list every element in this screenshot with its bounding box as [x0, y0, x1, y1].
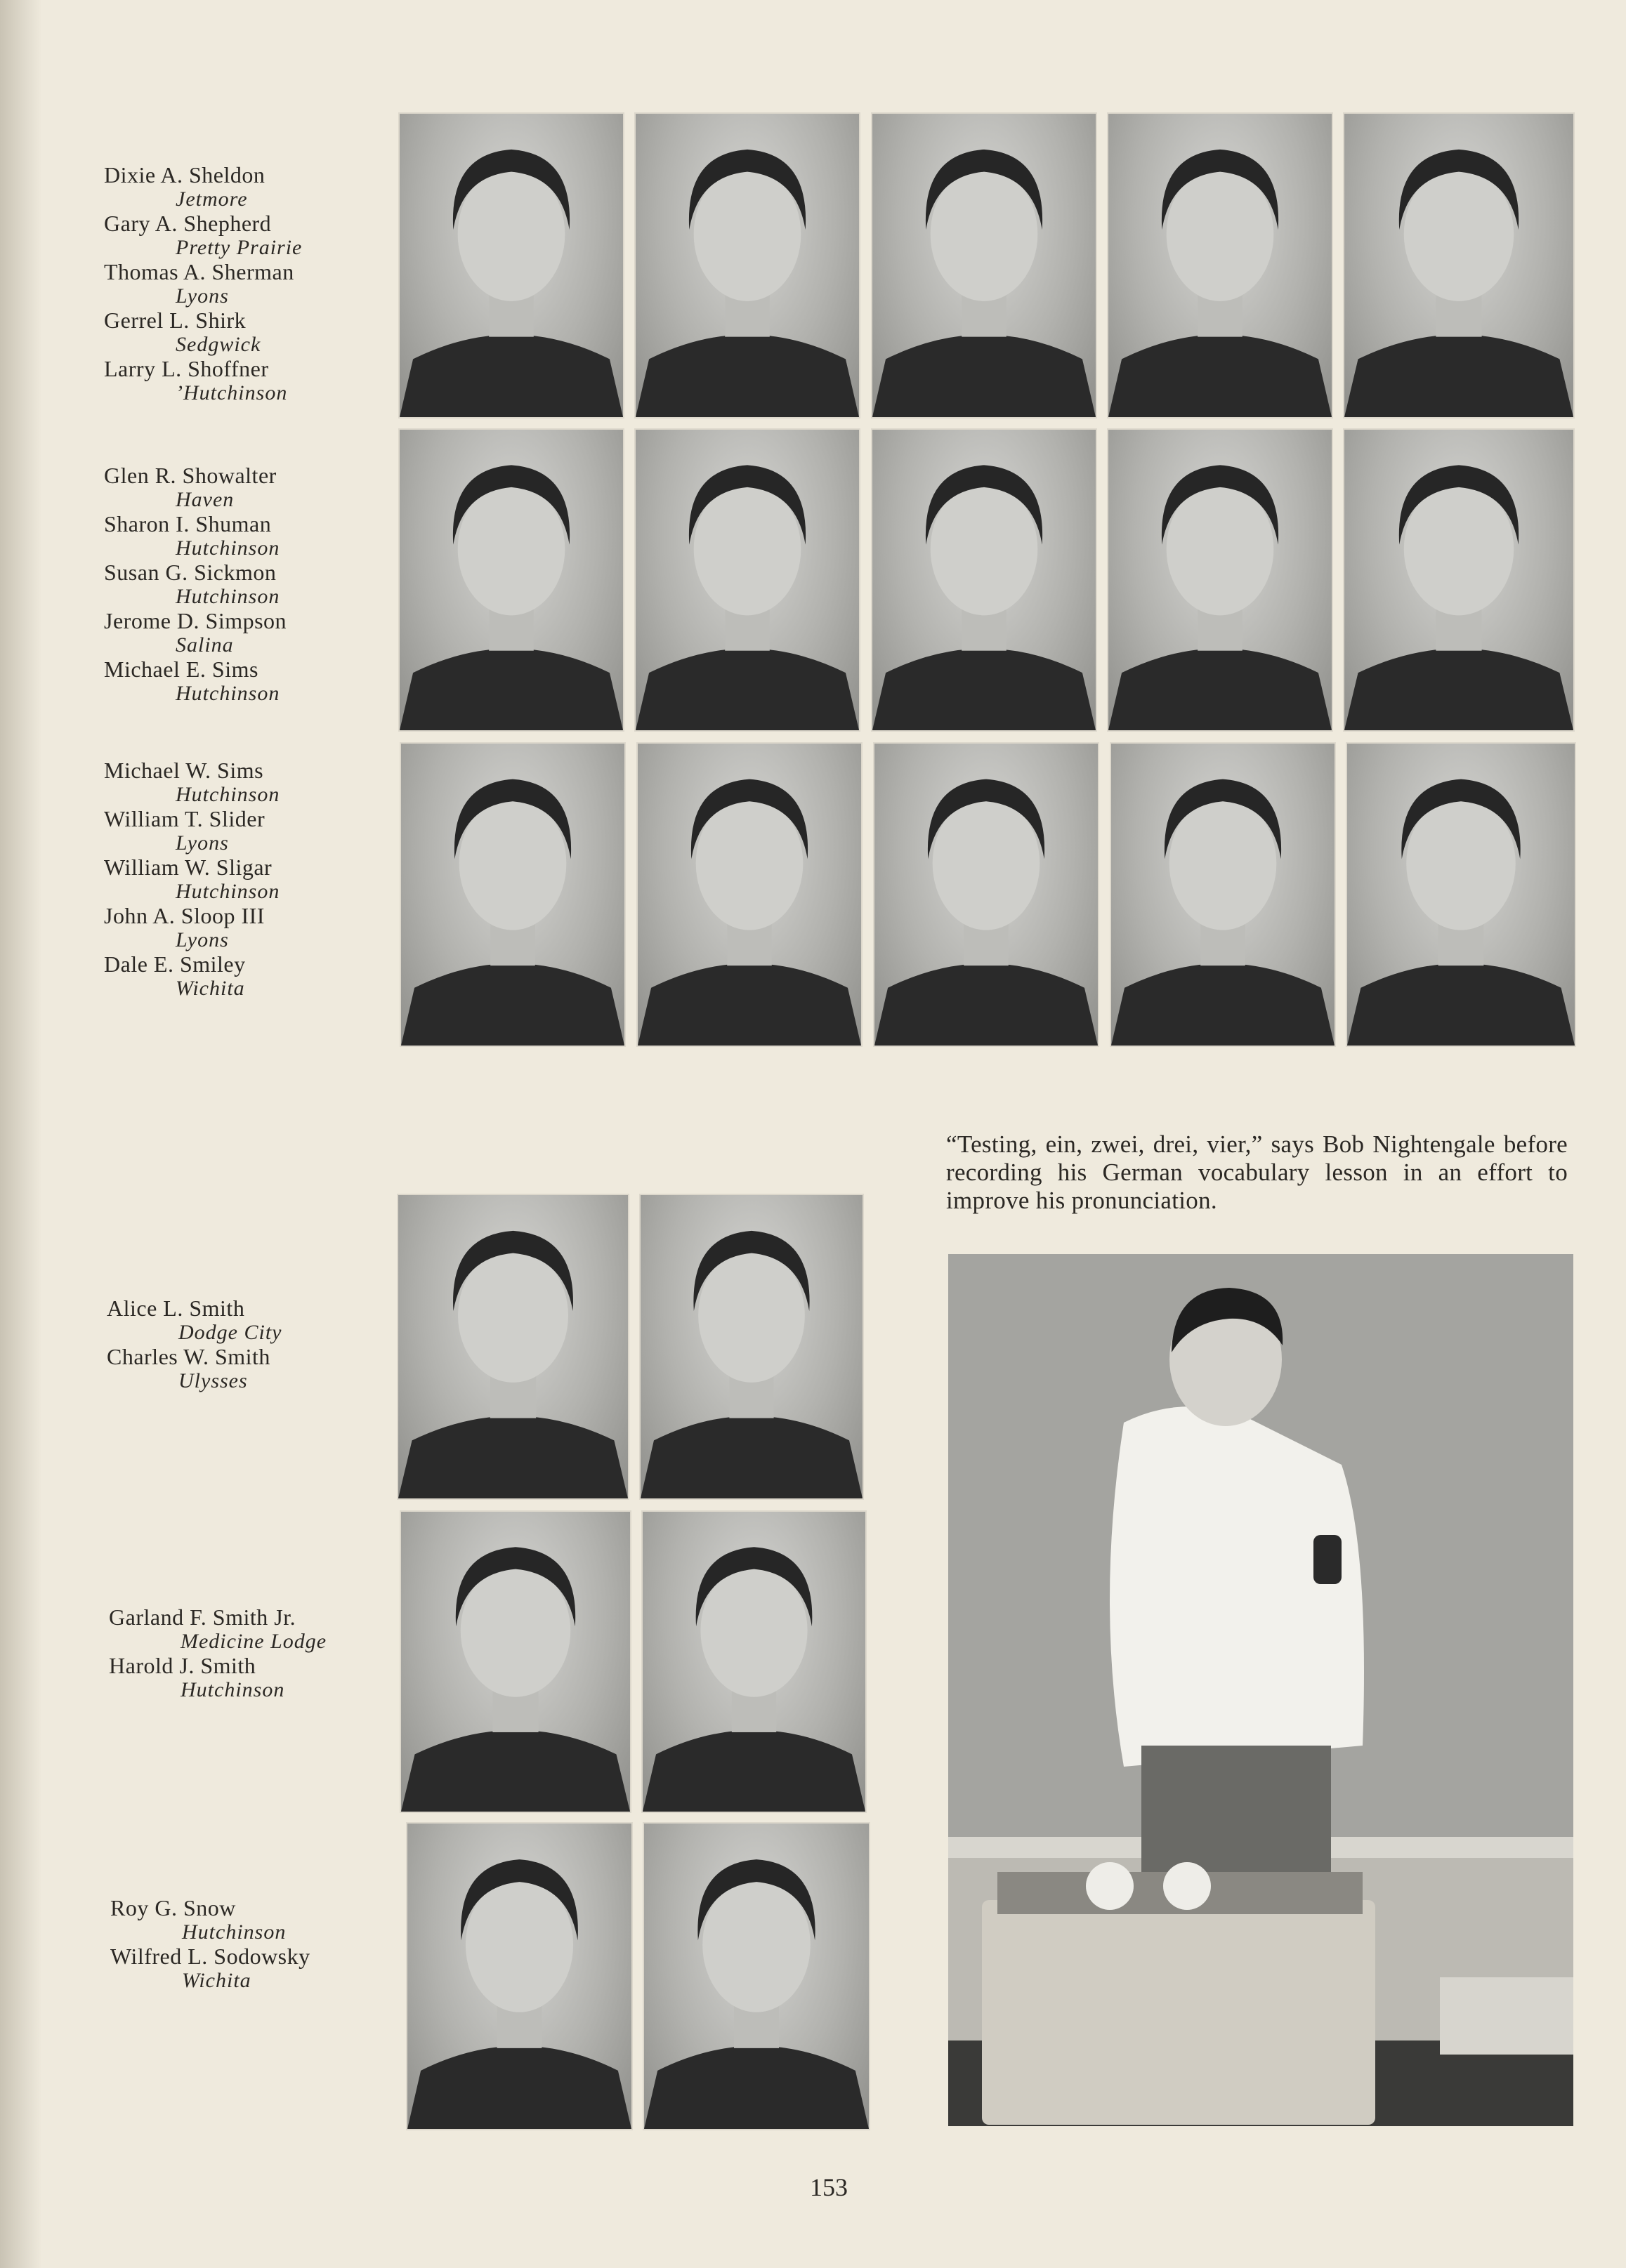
student-name: Jerome D. Simpson — [104, 608, 287, 633]
student-name: William W. Sligar — [104, 855, 273, 880]
portrait-photo — [398, 112, 624, 418]
photo-caption: “Testing, ein, zwei, drei, vier,” says Bob Nightengale before recording his German vocabulary lesson in an effort to improve his pronunciation. — [946, 1130, 1568, 1214]
student-town: Wichita — [176, 977, 245, 1000]
portrait-photo — [1107, 112, 1333, 418]
student-entry — [104, 308, 371, 357]
student-entry — [107, 1296, 374, 1345]
student-town: Hutchinson — [176, 585, 280, 608]
portrait-photo — [1107, 428, 1333, 732]
student-entry — [104, 657, 371, 706]
student-name: Dale E. Smiley — [104, 951, 246, 977]
student-entry — [104, 560, 371, 609]
student-name: John A. Sloop III — [104, 903, 265, 928]
student-name: William T. Slider — [104, 806, 265, 831]
portrait-photo — [400, 1510, 631, 1813]
portrait-photo — [636, 742, 863, 1047]
portrait-photo — [871, 112, 1097, 418]
student-entry — [110, 1944, 377, 1993]
student-name: Glen R. Showalter — [104, 463, 277, 488]
student-entry — [104, 855, 371, 904]
student-name: Alice L. Smith — [107, 1295, 245, 1321]
student-entry — [104, 904, 371, 952]
name-list-group-6 — [110, 1896, 377, 1993]
student-town: Salina — [176, 633, 234, 657]
portrait-photo — [1110, 742, 1336, 1047]
student-name: Susan G. Sickmon — [104, 560, 277, 585]
student-name: Michael E. Sims — [104, 657, 258, 682]
student-town: Hutchinson — [181, 1678, 285, 1701]
student-entry — [104, 758, 371, 807]
name-list-group-3 — [104, 758, 371, 1001]
portrait-photo — [400, 742, 626, 1047]
candid-photo-tape-recorder — [948, 1254, 1573, 2126]
name-list-group-2 — [104, 463, 371, 706]
student-entry — [107, 1345, 374, 1393]
student-town: Hutchinson — [176, 880, 280, 903]
student-town: Hutchinson — [182, 1920, 287, 1944]
portrait-photo — [1343, 428, 1575, 732]
student-name: Wilfred L. Sodowsky — [110, 1944, 310, 1969]
student-entry — [104, 512, 371, 560]
student-name: Roy G. Snow — [110, 1895, 236, 1920]
student-town: Medicine Lodge — [181, 1630, 327, 1653]
portrait-photo — [643, 1822, 870, 2130]
student-town: Sedgwick — [176, 333, 261, 356]
name-list-group-1 — [104, 163, 371, 405]
student-name: Harold J. Smith — [109, 1653, 256, 1678]
portrait-photo — [634, 112, 860, 418]
portrait-photo — [398, 428, 624, 732]
student-town: Jetmore — [176, 187, 248, 211]
student-entry — [104, 163, 371, 211]
portrait-photo — [871, 428, 1097, 732]
student-town: Pretty Prairie — [176, 236, 303, 259]
student-entry — [110, 1896, 377, 1944]
student-town: Lyons — [176, 284, 229, 308]
student-entry — [104, 952, 371, 1001]
portrait-photo — [639, 1194, 864, 1500]
student-name: Charles W. Smith — [107, 1344, 270, 1369]
student-entry — [104, 357, 371, 405]
student-name: Sharon I. Shuman — [104, 511, 272, 536]
page-number: 153 — [810, 2173, 848, 2201]
portrait-photo — [873, 742, 1099, 1047]
student-town: Lyons — [176, 928, 229, 951]
student-name: Garland F. Smith Jr. — [109, 1604, 296, 1630]
student-entry — [104, 463, 371, 512]
student-town: Ulysses — [178, 1369, 248, 1392]
student-town: Haven — [176, 488, 235, 511]
name-list-group-5 — [109, 1605, 376, 1702]
student-name: Dixie A. Sheldon — [104, 162, 265, 187]
portrait-photo — [641, 1510, 867, 1813]
student-town: Lyons — [176, 831, 229, 855]
student-entry — [109, 1605, 376, 1654]
student-town: Wichita — [182, 1969, 251, 1992]
portrait-photo — [406, 1822, 633, 2130]
student-entry — [104, 211, 371, 260]
portrait-photo — [397, 1194, 629, 1500]
student-name: Michael W. Sims — [104, 758, 264, 783]
student-name: Gerrel L. Shirk — [104, 308, 247, 333]
student-name: Gary A. Shepherd — [104, 211, 272, 236]
student-name: Larry L. Shoffner — [104, 356, 269, 381]
portrait-photo — [634, 428, 860, 732]
page-binding-shadow — [0, 0, 42, 2268]
name-list-group-4 — [107, 1296, 374, 1393]
student-town: Dodge City — [178, 1321, 282, 1344]
student-name: Thomas A. Sherman — [104, 259, 294, 284]
student-entry — [104, 609, 371, 657]
portrait-photo — [1346, 742, 1576, 1047]
student-town: Hutchinson — [176, 682, 280, 705]
student-entry — [104, 260, 371, 308]
student-entry — [104, 807, 371, 855]
portrait-photo — [1343, 112, 1575, 418]
student-entry — [109, 1654, 376, 1702]
student-town: Hutchinson — [176, 783, 280, 806]
student-town: ’Hutchinson — [176, 381, 288, 404]
student-town: Hutchinson — [176, 536, 280, 560]
